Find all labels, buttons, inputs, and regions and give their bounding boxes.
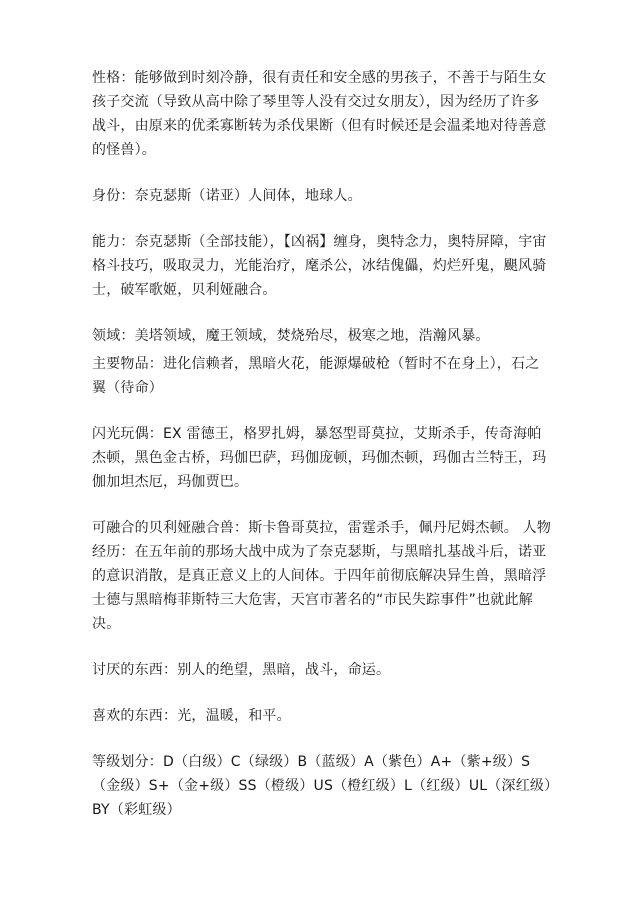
identity-paragraph: 身份：奈克瑟斯（诺亚）人间体，地球人。 [92,188,362,204]
document-body [92,66,552,822]
items-paragraph: 主要物品：进化信赖者，黑暗火花，能源爆破枪（暂时不在身上），石之翼（待命） [92,356,540,396]
flash-dolls-paragraph: 闪光玩偶：EX 雷德王，格罗扎姆，暴怒型哥莫拉，艾斯杀手，传奇海帕杰顿，黑色金古桥，玛伽巴萨，玛伽庞顿，玛伽杰顿，玛伽古兰特王，玛伽加坦杰厄，玛伽贾巴。 [92,426,547,490]
likes-paragraph: 喜欢的东西：光，温暖，和平。 [92,708,291,724]
abilities-paragraph: 能力：奈克瑟斯（全部技能），【凶祸】缠身，奥特念力，奥特屏障，宇宙格斗技巧，吸取灵力，光能治疗，麾杀公，冰结傀儡，灼烂歼鬼，颶风骑士，破军歌姬，贝利娅融合。 [92,234,547,298]
rank-division-paragraph: 等级划分：D（白级）C（绿级）B（蓝级）A（紫色）A+（紫+级）S（金级）S+（金+级）SS（橙级）US（橙红级）L（红级）UL（深红级）BY（彩虹级） [92,754,552,818]
personality-paragraph: 性格：能够做到时刻冷静，很有责任和安全感的男孩子，不善于与陌生女孩子交流（导致从高中除了琴里等人没有交过女朋友），因为经历了许多战斗，由原来的优柔寡断转为杀伐果断（但有时候还是会温柔地对待善意的怪兽）。 [92,70,547,158]
dislikes-paragraph: 讨厌的东西：别人的绝望，黑暗，战斗，命运。 [92,662,391,678]
fusion-and-history-paragraph: 可融合的贝利娅融合兽：斯卡鲁哥莫拉，雷霆杀手，佩丹尼姆杰顿。 人物经历：在五年前的那场大战中成为了奈克瑟斯，与黑暗扎基战斗后，诺亚的意识消散，是真正意义上的人间体。于四年前彻底解决异生兽，黑暗浮士德与黑暗梅菲斯特三大危害，天宫市著名的“市民失踪事件”也就此解决。 [92,520,552,632]
domains-paragraph: 领域：美塔领域，魔王领域，焚烧殆尽，极寒之地，浩瀚风暴。 [92,328,490,344]
